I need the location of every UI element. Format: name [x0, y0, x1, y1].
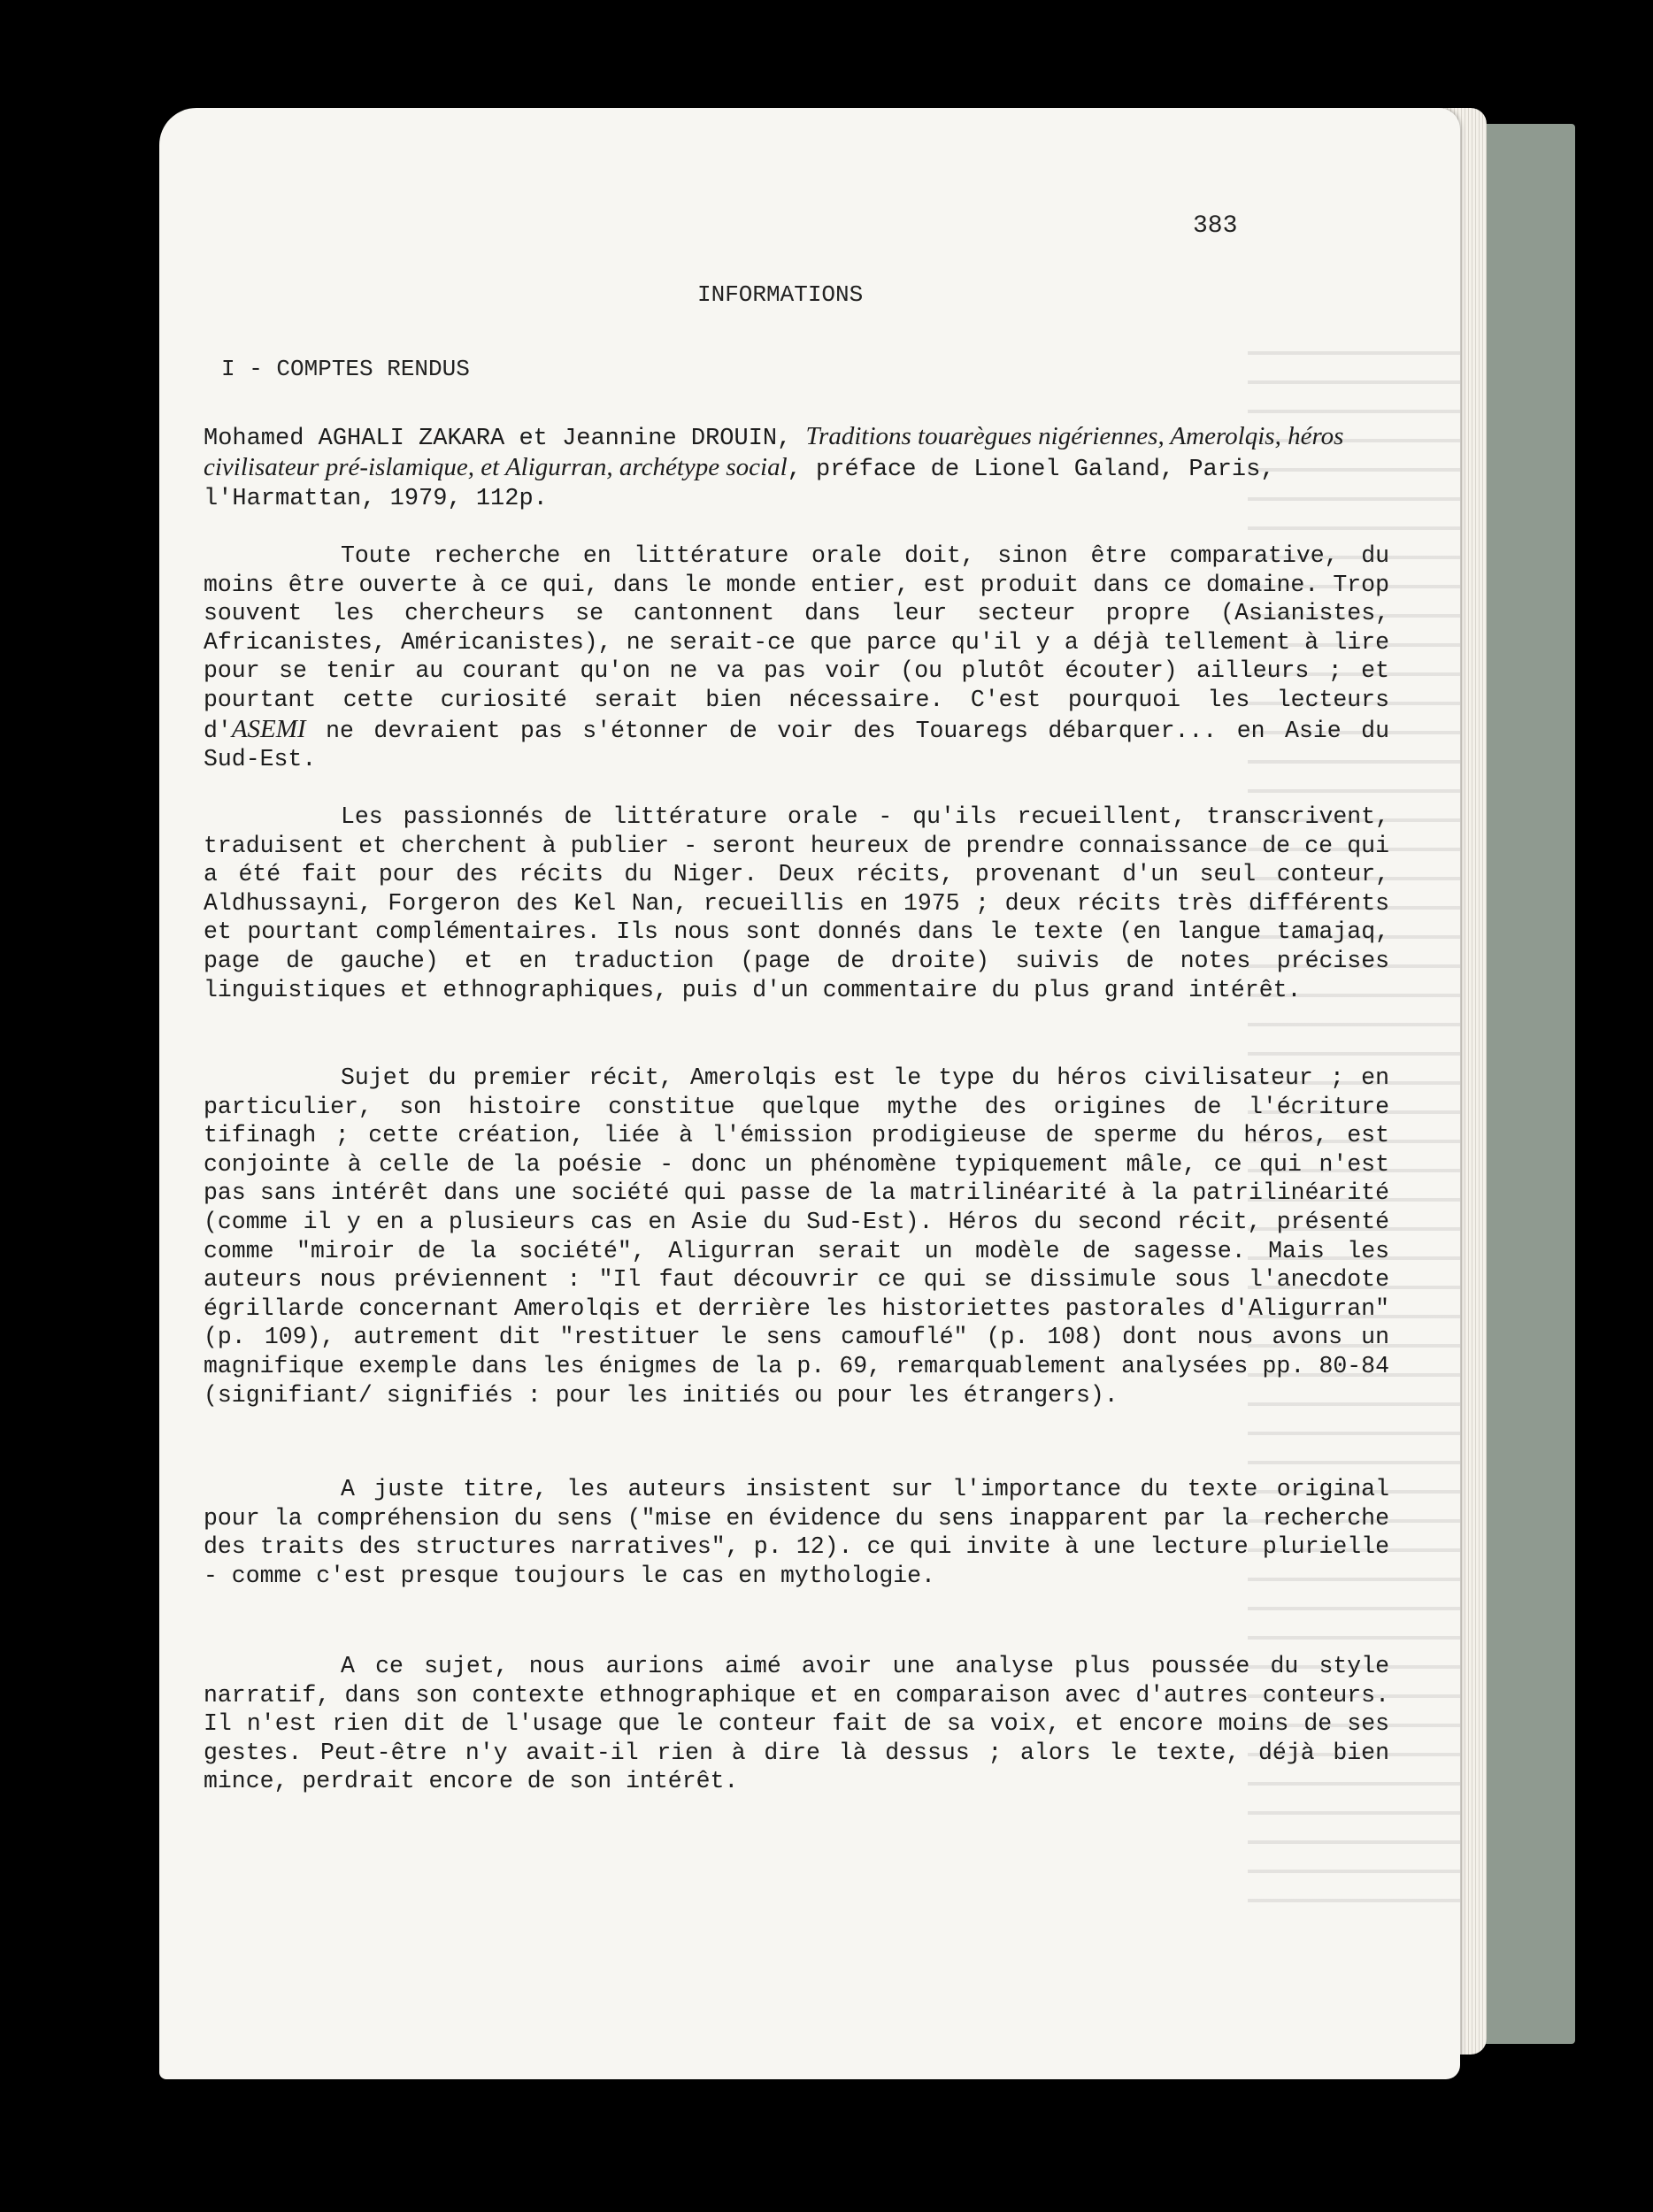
paragraph-3: Sujet du premier récit, Amerolqis est le type du héros civilisateur ; en particulier, son histoire constitue quelque mythe des origines de l'écriture tifinagh ; cette création, liée à l'émission prodigieuse de sperme du héros, est conjointe à celle de la poésie - donc un phénomène typiquement mâle, ce qui n'est pas sans intérêt dans une société qui passe de la matrilinéarité à la patrilinéarité (comme il y en a plusieurs cas en Asie du Sud-Est). Héros du second récit, présenté comme "miroir de la société", Aligurran serait un modèle de sagesse. Mais les auteurs nous préviennent : "Il faut découvrir ce qui se dissimule sous l'anecdote égrillarde concernant Amerolqis et derrière les historiettes pastorales d'Aligurran" (p. 109), autrement dit "restituer le sens camouflé" (p. 108) dont nous avons un magnifique exemple dans les énigmes de la p. 69, remarquablement analysées pp. 80-84 (signifiant/ signifiés : pour les initiés ou pour les étrangers).	[204, 1064, 1389, 1409]
section-heading: I - COMPTES RENDUS	[221, 356, 470, 382]
paragraph-2: Les passionnés de littérature orale - qu'ils recueillent, transcrivent, traduisent et cherchent à publier - seront heureux de prendre connaissance de ce qui a été fait pour des récits du Niger. Deux récits, provenant d'un seul conteur, Aldhussayni, Forgeron des Kel Nan, recueillis en 1975 ; deux récits très différents et pourtant complémentaires. Ils nous sont donnés dans le texte (en langue tamajaq, page de gauche) et en traduction (page de droite) suivis de notes précises linguistiques et ethnographiques, puis d'un commentaire du plus grand intérêt.	[204, 803, 1389, 1003]
section-title: INFORMATIONS	[697, 281, 864, 308]
citation-details: , préface de Lionel Galand, Paris, l'Harmattan, 1979, 112p.	[204, 457, 1275, 512]
paragraph-1-text-b: ne devraient pas s'étonner de voir des Touaregs débarquer... en Asie du Sud-Est.	[204, 717, 1389, 773]
paragraph-4: A juste titre, les auteurs insistent sur l'importance du texte original pour la compréhension du sens ("mise en évidence du sens inapparent par la recherche des traits des structures narratives", p. 12). ce qui invite à une lecture plurielle - comme c'est presque toujours le cas en mythologie.	[204, 1476, 1389, 1589]
book-citation	[204, 422, 1389, 513]
paragraph-5: A ce sujet, nous aurions aimé avoir une analyse plus poussée du style narratif, dans son contexte ethnographique et en comparaison avec d'autres conteurs. Il n'est rien dit de l'usage que le conteur fait de sa voix, et encore moins de ses gestes. Peut-être n'y avait-il rien à dire là dessus ; alors le texte, déjà bien mince, perdrait encore de son intérêt.	[204, 1653, 1389, 1795]
citation-title: Traditions touarègues nigériennes, Amerolqis, héros civilisateur pré-islamique, et Aligurran, archétype social	[204, 422, 1344, 482]
paragraph-1-journal: ASEMI	[231, 714, 306, 743]
paragraph-1	[204, 541, 1389, 774]
page-number: 383	[1193, 212, 1238, 240]
document-page	[159, 108, 1460, 2079]
citation-authors: Mohamed AGHALI ZAKARA et Jeannine DROUIN,	[204, 426, 806, 452]
paragraph-1-text-a: Toute recherche en littérature orale doit, sinon être comparative, du moins être ouverte à ce qui, dans le monde entier, est produit dans ce domaine. Trop souvent les chercheurs se cantonnent dans leur secteur propre (Asianistes, Africanistes, Américanistes), ne serait-ce que parce qu'il y a déjà tellement à lire pour se tenir au courant qu'on ne va pas voir (ou plutôt écouter) ailleurs ; et pourtant cette curiosité serait bien nécessaire. C'est pourquoi les lecteurs d'	[204, 542, 1389, 744]
